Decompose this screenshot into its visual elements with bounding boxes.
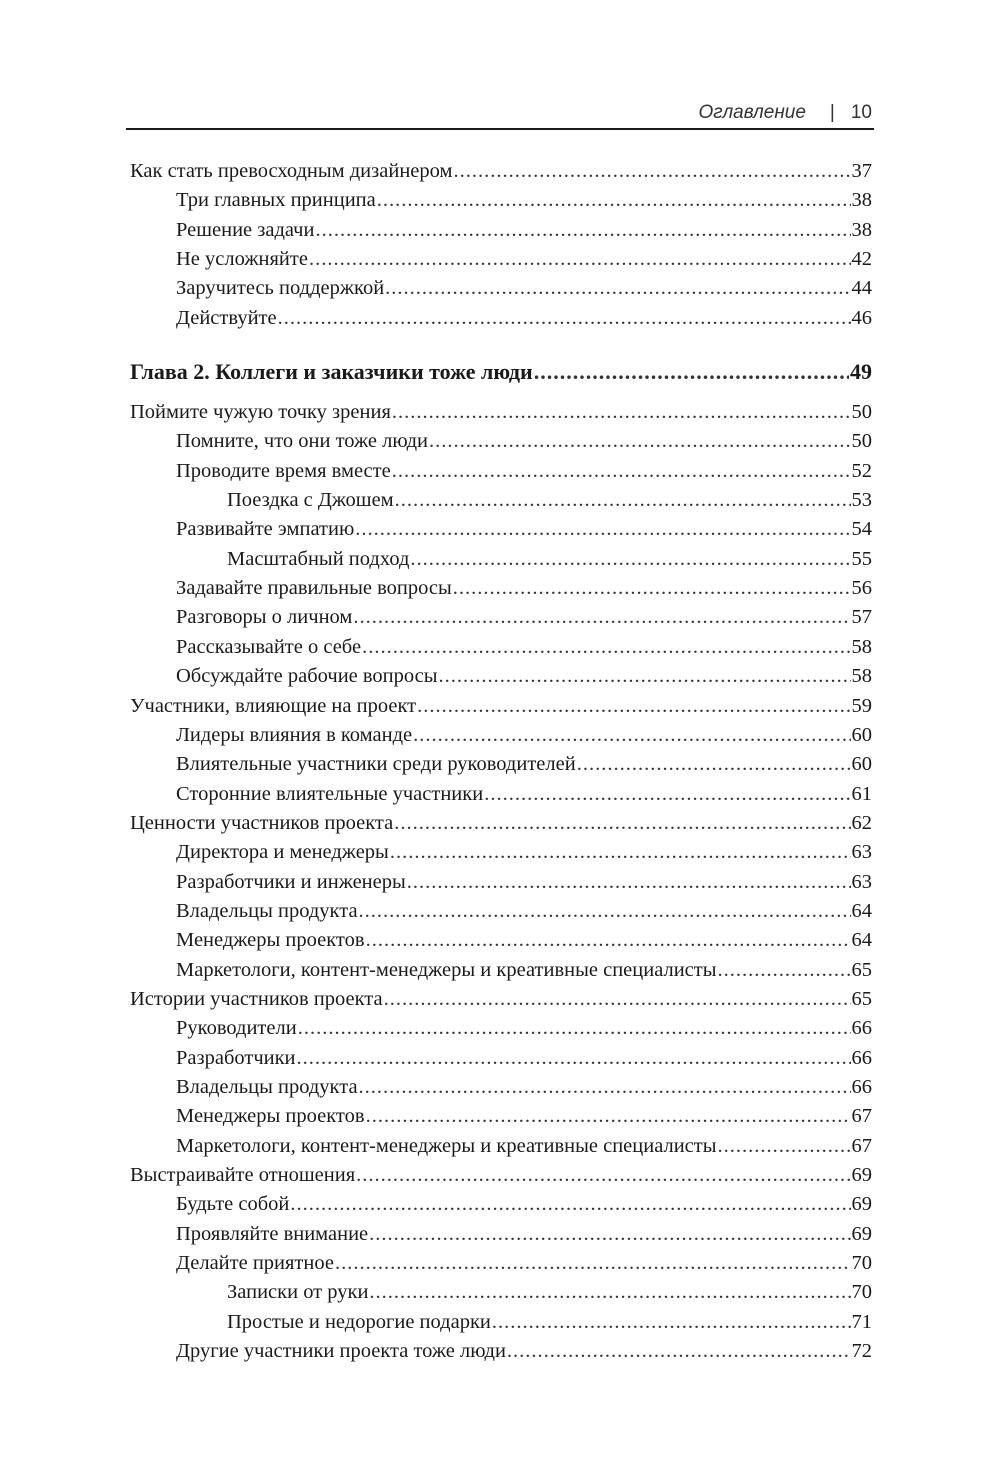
- toc-entry-title: Как стать превосходным дизайнером: [130, 160, 453, 182]
- toc-entry-title: Поймите чужую точку зрения: [130, 401, 391, 424]
- toc-entry-title: Проводите время вместе: [176, 459, 391, 482]
- toc-entry-title: Заручитесь поддержкой: [176, 277, 385, 300]
- toc-entry-page: 66: [851, 1017, 872, 1040]
- toc-entry: [130, 486, 872, 515]
- toc-entry-page: 57: [851, 606, 872, 629]
- toc-entry-title: Обсуждайте рабочие вопросы: [176, 665, 438, 688]
- dot-leader: [429, 427, 850, 456]
- toc-entry-page: 66: [851, 1046, 872, 1069]
- dot-leader: [417, 692, 850, 721]
- toc-entry-page: 64: [851, 899, 872, 922]
- toc-entry-page: 70: [851, 1252, 872, 1275]
- toc-entry-page: 69: [851, 1193, 872, 1216]
- dot-leader: [315, 216, 850, 245]
- toc-entry: [130, 1249, 872, 1278]
- toc-entry: [130, 1132, 872, 1161]
- toc-entry-title: Будьте собой: [176, 1193, 290, 1216]
- dot-leader: [718, 1132, 851, 1161]
- dot-leader: [377, 186, 851, 215]
- toc-entry: [130, 985, 872, 1014]
- dot-leader: [577, 750, 851, 779]
- toc-entry: [130, 216, 872, 245]
- toc-entry-title: Записки от руки: [227, 1281, 369, 1304]
- toc-entry-title: Ценности участников проекта: [130, 811, 394, 834]
- toc-entry: [130, 721, 872, 750]
- toc-entry-title: Директора и менеджеры: [176, 841, 389, 864]
- toc-entry-page: 49: [850, 359, 872, 385]
- toc-entry-page: 56: [851, 577, 872, 600]
- toc-entry: [130, 603, 872, 632]
- toc-chapter-entry: [130, 355, 872, 389]
- toc-entry: [130, 515, 872, 544]
- dot-leader: [410, 545, 850, 574]
- toc-entry: [130, 1337, 872, 1366]
- toc-entry-page: 42: [851, 248, 872, 271]
- toc-entry-page: 50: [851, 401, 872, 424]
- toc-entry-page: 65: [851, 987, 872, 1010]
- running-header-title: Оглавление: [698, 102, 806, 123]
- toc-entry-title: Владельцы продукта: [176, 899, 358, 922]
- dot-leader: [392, 457, 851, 486]
- toc-entry: [130, 1308, 872, 1337]
- toc-entry-title: Руководители: [176, 1017, 297, 1040]
- dot-leader: [298, 1014, 851, 1043]
- dot-leader: [395, 486, 851, 515]
- dot-leader: [453, 157, 850, 186]
- dot-leader: [356, 1161, 850, 1190]
- toc-entry-page: 65: [851, 958, 872, 981]
- toc-entry-title: Делайте приятное: [176, 1252, 334, 1275]
- toc-entry-title: Задавайте правильные вопросы: [176, 577, 452, 600]
- dot-leader: [309, 245, 851, 274]
- toc-entry-title: Действуйте: [176, 306, 277, 329]
- dot-leader: [718, 956, 851, 985]
- toc-entry: [130, 1278, 872, 1307]
- toc-entry-page: 70: [851, 1281, 872, 1304]
- dot-leader: [534, 355, 849, 389]
- toc-entry-page: 44: [851, 277, 872, 300]
- toc-entry: [130, 838, 872, 867]
- dot-leader: [359, 1073, 851, 1102]
- toc-entry-title: Разговоры о личном: [176, 606, 353, 629]
- dot-leader: [407, 868, 851, 897]
- dot-leader: [362, 633, 850, 662]
- toc-entry-title: Поездка с Джошем: [227, 489, 394, 512]
- toc-entry-page: 60: [851, 723, 872, 746]
- dot-leader: [453, 574, 851, 603]
- dot-leader: [484, 780, 850, 809]
- toc-entry-page: 52: [851, 459, 872, 482]
- toc-entry-title: Простые и недорогие подарки: [227, 1310, 491, 1333]
- toc-entry-title: Масштабный подход: [227, 547, 410, 570]
- toc-entry-page: 46: [851, 306, 872, 329]
- dot-leader: [366, 1102, 851, 1131]
- toc-entry-title: Глава 2. Коллеги и заказчики тоже люди: [130, 359, 533, 385]
- toc-entry-title: Лидеры влияния в команде: [176, 723, 413, 746]
- page-header: [126, 98, 874, 130]
- toc-entry: [130, 926, 872, 955]
- toc-entry-page: 67: [851, 1134, 872, 1157]
- toc-entry: [130, 274, 872, 303]
- toc-entry-page: 69: [851, 1222, 872, 1245]
- dot-leader: [492, 1308, 851, 1337]
- dot-leader: [392, 398, 851, 427]
- toc-entry-title: Владельцы продукта: [176, 1075, 358, 1098]
- toc-entry: [130, 1161, 872, 1190]
- toc-entry: [130, 868, 872, 897]
- toc-entry: [130, 1014, 872, 1043]
- dot-leader: [390, 838, 851, 867]
- dot-leader: [394, 809, 850, 838]
- toc-entry-title: Влиятельные участники среди руководителей: [176, 753, 576, 776]
- dot-leader: [355, 515, 850, 544]
- toc-entry-title: Не усложняйте: [176, 248, 308, 271]
- toc-entry-page: 59: [851, 694, 872, 717]
- toc-entry-title: Другие участники проекта тоже люди: [176, 1340, 506, 1363]
- toc-entry-title: Помните, что они тоже люди: [176, 430, 429, 453]
- toc-entry-title: Менеджеры проектов: [176, 929, 365, 952]
- toc-entry-title: Маркетологи, контент-менеджеры и креативные специалисты: [176, 958, 717, 981]
- toc-entry: [130, 304, 872, 333]
- toc-entry-page: 64: [851, 929, 872, 952]
- toc-entry-page: 61: [851, 782, 872, 805]
- toc-entry-page: 37: [851, 160, 872, 182]
- toc-entry-page: 50: [851, 430, 872, 453]
- toc-entry-title: Выстраивайте отношения: [130, 1164, 356, 1186]
- toc-entry: [130, 427, 872, 456]
- toc-entry-page: 53: [851, 489, 872, 512]
- dot-leader: [278, 304, 851, 333]
- dot-leader: [353, 603, 850, 632]
- toc-entry-page: 55: [851, 547, 872, 570]
- toc-entry-title: Проявляйте внимание: [176, 1222, 369, 1245]
- dot-leader: [369, 1220, 850, 1249]
- dot-leader: [290, 1190, 850, 1219]
- toc-entry: [130, 1073, 872, 1102]
- header-separator: |: [829, 102, 835, 123]
- toc-entry-page: 66: [851, 1075, 872, 1098]
- toc-entry: [130, 574, 872, 603]
- toc-entry-page: 63: [851, 870, 872, 893]
- toc-entry: [130, 692, 872, 721]
- dot-leader: [385, 274, 850, 303]
- dot-leader: [384, 985, 851, 1014]
- toc-entry-title: Сторонние влиятельные участники: [176, 782, 484, 805]
- toc-entry: [130, 1044, 872, 1073]
- toc-entry-page: 58: [851, 635, 872, 658]
- toc-entry: [130, 780, 872, 809]
- dot-leader: [439, 662, 851, 691]
- dot-leader: [335, 1249, 851, 1278]
- toc-entry-page: 71: [851, 1310, 872, 1333]
- page-number: 10: [850, 102, 872, 123]
- toc-entry: [130, 545, 872, 574]
- toc-entry-page: 58: [851, 665, 872, 688]
- toc-entry-title: Менеджеры проектов: [176, 1105, 365, 1128]
- toc-entry-page: 69: [851, 1164, 872, 1186]
- toc-entry-page: 60: [851, 753, 872, 776]
- toc-entry-title: Три главных принципа: [176, 189, 376, 212]
- toc-entry-page: 67: [851, 1105, 872, 1128]
- toc-entry-page: 62: [851, 811, 872, 834]
- dot-leader: [369, 1278, 850, 1307]
- toc-entry-title: Развивайте эмпатию: [176, 518, 355, 541]
- toc-entry-title: Разработчики: [176, 1046, 296, 1069]
- dot-leader: [359, 897, 851, 926]
- toc-entry-page: 38: [851, 189, 872, 212]
- toc-entry-page: 63: [851, 841, 872, 864]
- toc-entry: [130, 1190, 872, 1219]
- toc-entry-title: Маркетологи, контент-менеджеры и креативные специалисты: [176, 1134, 717, 1157]
- toc-entry: [130, 897, 872, 926]
- table-of-contents: [130, 157, 872, 1366]
- dot-leader: [507, 1337, 851, 1366]
- toc-entry: [130, 1102, 872, 1131]
- dot-leader: [366, 926, 851, 955]
- dot-leader: [297, 1044, 851, 1073]
- toc-entry: [130, 157, 872, 186]
- dot-leader: [413, 721, 850, 750]
- toc-entry-page: 72: [851, 1340, 872, 1363]
- toc-entry-title: Рассказывайте о себе: [176, 635, 362, 658]
- toc-entry: [130, 750, 872, 779]
- toc-entry-page: 38: [851, 218, 872, 241]
- toc-entry: [130, 186, 872, 215]
- toc-entry-title: Участники, влияющие на проект: [130, 694, 417, 717]
- toc-entry-title: Разработчики и инженеры: [176, 870, 406, 893]
- toc-entry-title: Истории участников проекта: [130, 987, 383, 1010]
- toc-entry: [130, 633, 872, 662]
- toc-entry: [130, 457, 872, 486]
- toc-entry: [130, 398, 872, 427]
- toc-entry: [130, 245, 872, 274]
- toc-entry: [130, 1220, 872, 1249]
- toc-entry-page: 54: [851, 518, 872, 541]
- toc-entry-title: Решение задачи: [176, 218, 315, 241]
- toc-entry: [130, 662, 872, 691]
- toc-entry: [130, 809, 872, 838]
- toc-entry: [130, 956, 872, 985]
